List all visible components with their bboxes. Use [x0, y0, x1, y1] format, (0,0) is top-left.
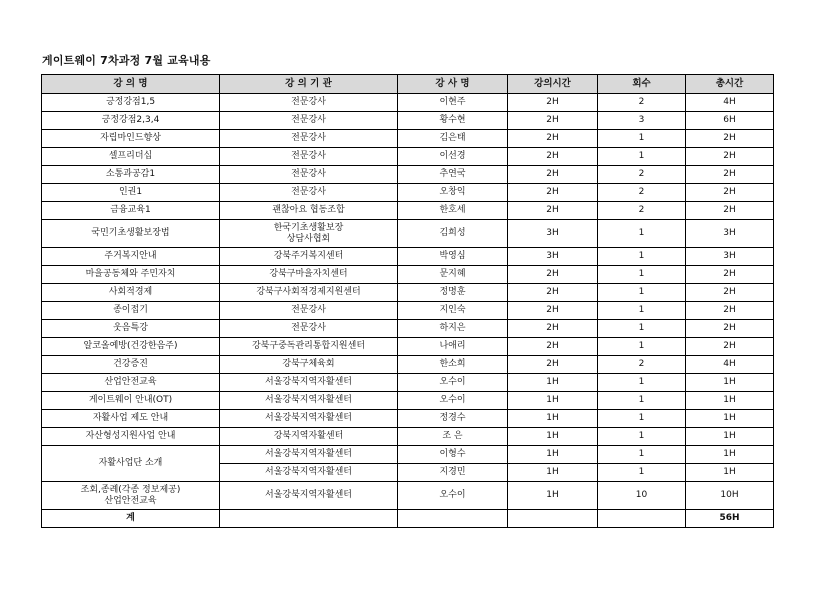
count-cell: 1: [598, 338, 686, 356]
count-cell: 1: [598, 266, 686, 284]
instructor-cell: 정경수: [398, 410, 508, 428]
org-cell: 강북구사회적경제지원센터: [220, 284, 398, 302]
instructor-cell: 조 은: [398, 428, 508, 446]
course-cell: 산업안전교육: [42, 374, 220, 392]
header-count: 회수: [598, 75, 686, 94]
hours-cell: 2H: [508, 338, 598, 356]
count-cell: 1: [598, 320, 686, 338]
grand-total: 56H: [686, 510, 774, 528]
header-instructor: 강 사 명: [398, 75, 508, 94]
instructor-cell: 한소희: [398, 356, 508, 374]
total-cell: 10H: [686, 482, 774, 510]
instructor-cell: 오창익: [398, 184, 508, 202]
total-cell: 2H: [686, 148, 774, 166]
org-cell: 전문강사: [220, 302, 398, 320]
table-row: [42, 94, 774, 112]
count-cell: 1: [598, 392, 686, 410]
course-cell: 긍정강점1,5: [42, 94, 220, 112]
total-cell: 2H: [686, 320, 774, 338]
instructor-cell: 이형수: [398, 446, 508, 464]
hours-cell: 1H: [508, 410, 598, 428]
total-cell: 2H: [686, 284, 774, 302]
total-cell: 1H: [686, 464, 774, 482]
instructor-cell: 김은태: [398, 130, 508, 148]
instructor-cell: 지경민: [398, 464, 508, 482]
hours-cell: 2H: [508, 166, 598, 184]
course-cell: 국민기초생활보장법: [42, 220, 220, 248]
count-cell: 1: [598, 148, 686, 166]
table-row: [42, 428, 774, 446]
course-cell: 소통과공감1: [42, 166, 220, 184]
org-cell: 전문강사: [220, 94, 398, 112]
hours-cell: 1H: [508, 482, 598, 510]
hours-cell: 2H: [508, 266, 598, 284]
course-cell: 자활사업 제도 안내: [42, 410, 220, 428]
count-cell: 1: [598, 130, 686, 148]
course-cell: 종이접기: [42, 302, 220, 320]
org-cell: 강북구중독관리통합지원센터: [220, 338, 398, 356]
instructor-cell: 이선경: [398, 148, 508, 166]
total-cell: 2H: [686, 266, 774, 284]
course-cell: 자립마인드향상: [42, 130, 220, 148]
org-cell: 전문강사: [220, 112, 398, 130]
table-row: [42, 338, 774, 356]
org-cell: 전문강사: [220, 148, 398, 166]
hours-cell: 2H: [508, 184, 598, 202]
count-cell: 1: [598, 302, 686, 320]
course-cell: 자활사업단 소개: [42, 446, 220, 482]
hours-cell: 2H: [508, 202, 598, 220]
table-row: [42, 112, 774, 130]
total-cell: 1H: [686, 410, 774, 428]
hours-cell: 1H: [508, 392, 598, 410]
instructor-cell: 지인숙: [398, 302, 508, 320]
table-row: [42, 166, 774, 184]
table-row: [42, 482, 774, 510]
instructor-cell: 정명훈: [398, 284, 508, 302]
org-cell: 강북구체육회: [220, 356, 398, 374]
org-cell: 서울강북지역자활센터: [220, 410, 398, 428]
table-row: [42, 248, 774, 266]
instructor-cell: 한호세: [398, 202, 508, 220]
total-cell: 6H: [686, 112, 774, 130]
hours-cell: 2H: [508, 94, 598, 112]
org-cell: 강북지역자활센터: [220, 428, 398, 446]
count-cell: 2: [598, 94, 686, 112]
total-cell: 2H: [686, 184, 774, 202]
instructor-cell: 추연국: [398, 166, 508, 184]
hours-cell: 3H: [508, 220, 598, 248]
count-cell: 1: [598, 374, 686, 392]
course-cell: 긍정강점2,3,4: [42, 112, 220, 130]
total-cell: 2H: [686, 338, 774, 356]
org-cell: 전문강사: [220, 184, 398, 202]
table-row: [42, 446, 774, 464]
hours-cell: 1H: [508, 428, 598, 446]
instructor-cell: 하지은: [398, 320, 508, 338]
total-cell: 2H: [686, 130, 774, 148]
hours-cell: 2H: [508, 356, 598, 374]
table-row: [42, 284, 774, 302]
count-cell: 2: [598, 166, 686, 184]
count-cell: 1: [598, 284, 686, 302]
instructor-cell: 박영심: [398, 248, 508, 266]
total-label: 계: [42, 510, 220, 528]
hours-cell: 2H: [508, 284, 598, 302]
hours-cell: 2H: [508, 320, 598, 338]
empty-cell: [398, 510, 508, 528]
org-cell: 괜찮아요 협동조합: [220, 202, 398, 220]
hours-cell: 1H: [508, 446, 598, 464]
table-row: [42, 220, 774, 248]
course-cell: 자산형성지원사업 안내: [42, 428, 220, 446]
instructor-cell: 문지혜: [398, 266, 508, 284]
education-schedule-table: [41, 74, 774, 528]
count-cell: 2: [598, 356, 686, 374]
hours-cell: 2H: [508, 148, 598, 166]
hours-cell: 2H: [508, 112, 598, 130]
org-cell: 전문강사: [220, 320, 398, 338]
org-cell: 전문강사: [220, 166, 398, 184]
course-cell: 알코올예방(건강한음주): [42, 338, 220, 356]
count-cell: 1: [598, 248, 686, 266]
course-cell: 주거복지안내: [42, 248, 220, 266]
table-row: [42, 266, 774, 284]
org-cell: 서울강북지역자활센터: [220, 374, 398, 392]
empty-cell: [508, 510, 598, 528]
instructor-cell: 오수이: [398, 482, 508, 510]
total-cell: 2H: [686, 202, 774, 220]
instructor-cell: 오수이: [398, 392, 508, 410]
course-cell: 금융교육1: [42, 202, 220, 220]
count-cell: 10: [598, 482, 686, 510]
total-cell: 3H: [686, 248, 774, 266]
count-cell: 1: [598, 428, 686, 446]
total-cell: 1H: [686, 374, 774, 392]
table-row: [42, 320, 774, 338]
course-cell: 마을공동체와 주민자치: [42, 266, 220, 284]
table-row: [42, 374, 774, 392]
total-cell: 2H: [686, 166, 774, 184]
table-row: [42, 356, 774, 374]
hours-cell: 2H: [508, 302, 598, 320]
hours-cell: 2H: [508, 130, 598, 148]
total-cell: 4H: [686, 94, 774, 112]
table-row: [42, 184, 774, 202]
course-cell: 건강증진: [42, 356, 220, 374]
org-cell: 서울강북지역자활센터: [220, 482, 398, 510]
org-cell: 강북구마을자치센터: [220, 266, 398, 284]
instructor-cell: 오수이: [398, 374, 508, 392]
org-cell: 강북주거복지센터: [220, 248, 398, 266]
count-cell: 2: [598, 202, 686, 220]
count-cell: 1: [598, 410, 686, 428]
count-cell: 1: [598, 464, 686, 482]
table-row: [42, 410, 774, 428]
course-cell: 게이트웨이 안내(OT): [42, 392, 220, 410]
header-hours: 강의시간: [508, 75, 598, 94]
total-cell: 1H: [686, 392, 774, 410]
total-cell: 1H: [686, 446, 774, 464]
hours-cell: 3H: [508, 248, 598, 266]
instructor-cell: 나애리: [398, 338, 508, 356]
total-cell: 3H: [686, 220, 774, 248]
instructor-cell: 김희성: [398, 220, 508, 248]
empty-cell: [220, 510, 398, 528]
total-cell: 2H: [686, 302, 774, 320]
header-row: [42, 75, 774, 94]
org-cell: 서울강북지역자활센터: [220, 446, 398, 464]
empty-cell: [598, 510, 686, 528]
hours-cell: 1H: [508, 464, 598, 482]
course-cell: 사회적경제: [42, 284, 220, 302]
course-cell: 셀프리더십: [42, 148, 220, 166]
total-cell: 1H: [686, 428, 774, 446]
hours-cell: 1H: [508, 374, 598, 392]
org-cell: 전문강사: [220, 130, 398, 148]
header-course: 강 의 명: [42, 75, 220, 94]
header-org: 강 의 기 관: [220, 75, 398, 94]
total-row: [42, 510, 774, 528]
total-cell: 4H: [686, 356, 774, 374]
count-cell: 2: [598, 184, 686, 202]
org-cell: 서울강북지역자활센터: [220, 464, 398, 482]
org-cell: 한국기초생활보장 상담사협회: [220, 220, 398, 248]
table-row: [42, 202, 774, 220]
table-row: [42, 148, 774, 166]
table-row: [42, 392, 774, 410]
count-cell: 1: [598, 446, 686, 464]
org-cell: 서울강북지역자활센터: [220, 392, 398, 410]
course-cell: 조회,종례(각종 정보제공) 산업안전교육: [42, 482, 220, 510]
count-cell: 1: [598, 220, 686, 248]
course-cell: 인권1: [42, 184, 220, 202]
header-total: 총시간: [686, 75, 774, 94]
instructor-cell: 이현주: [398, 94, 508, 112]
table-row: [42, 302, 774, 320]
count-cell: 3: [598, 112, 686, 130]
instructor-cell: 황수현: [398, 112, 508, 130]
table-row: [42, 130, 774, 148]
course-cell: 웃음특강: [42, 320, 220, 338]
document-title: 게이트웨이 7차과정 7월 교육내용: [42, 54, 211, 67]
